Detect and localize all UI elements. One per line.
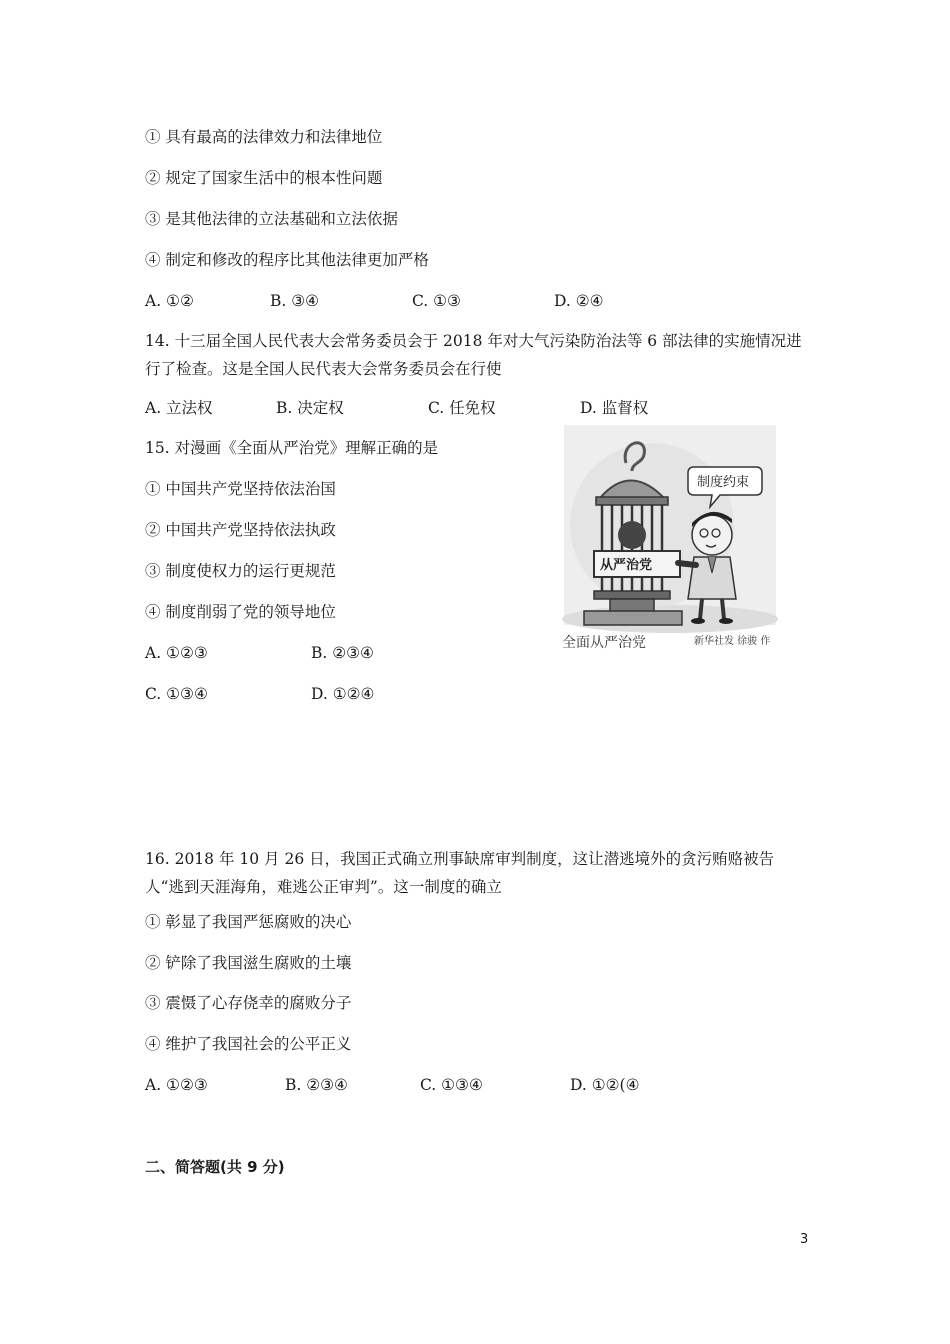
- q15-item-4: ④ 制度削弱了党的领导地位: [145, 603, 336, 621]
- cartoon-image: [560, 423, 780, 655]
- q13-item-1: ① 具有最高的法律效力和法律地位: [145, 128, 383, 146]
- q16-item-1: ① 彰显了我国严惩腐败的决心: [145, 913, 352, 931]
- q14-stem: 14. 十三届全国人民代表大会常务委员会于 2018 年对大气污染防治法等 6 部法律的实施情况进行了检查。这是全国人民代表大会常务委员会在行使: [145, 332, 802, 378]
- q13-option-b: B. ③④: [270, 292, 320, 310]
- page-number: 3: [800, 1232, 809, 1247]
- q14-option-c: C. 任免权: [428, 399, 496, 417]
- q13-item-4: ④ 制定和修改的程序比其他法律更加严格: [145, 251, 429, 269]
- q13-item-2: ② 规定了国家生活中的根本性问题: [145, 169, 383, 187]
- q15-item-1: ① 中国共产党坚持依法治国: [145, 480, 336, 498]
- cartoon-caption-right: 新华社发 徐骏 作: [694, 636, 771, 647]
- cartoon-bubble-text: 制度约束: [697, 475, 750, 490]
- q15-option-c: C. ①③④: [145, 685, 208, 703]
- q15-option-a: A. ①②③: [145, 644, 208, 662]
- cartoon-sign-text: 从严治党: [600, 558, 653, 573]
- q15-item-3: ③ 制度使权力的运行更规范: [145, 562, 336, 580]
- q14-option-b: B. 决定权: [276, 399, 344, 417]
- q13-option-a: A. ①②: [145, 292, 194, 310]
- q16-item-3: ③ 震慑了心存侥幸的腐败分子: [145, 994, 352, 1012]
- q13-option-c: C. ①③: [412, 292, 461, 310]
- q16-option-d: D. ①②(④: [570, 1076, 640, 1094]
- q15-item-2: ② 中国共产党坚持依法执政: [145, 521, 336, 539]
- q16-option-b: B. ②③④: [285, 1076, 348, 1094]
- cartoon-caption-left: 全面从严治党: [562, 635, 646, 651]
- q14-option-d: D. 监督权: [580, 399, 649, 417]
- q16-item-4: ④ 维护了我国社会的公平正义: [145, 1035, 352, 1053]
- q15-option-d: D. ①②④: [311, 685, 375, 703]
- q13-item-3: ③ 是其他法律的立法基础和立法依据: [145, 210, 398, 228]
- q15-option-b: B. ②③④: [311, 644, 374, 662]
- q14-option-a: A. 立法权: [145, 399, 213, 417]
- q16-stem: 16. 2018 年 10 月 26 日，我国正式确立刑事缺席审判制度，这让潜逃境外的贪污贿赂被告人“逃到天涯海角，难逃公正审判”。这一制度的确立: [145, 850, 775, 896]
- section-heading: 二、简答题(共 9 分): [145, 1158, 285, 1176]
- q15-stem: 15. 对漫画《全面从严治党》理解正确的是: [145, 439, 439, 457]
- q16-option-c: C. ①③④: [420, 1076, 483, 1094]
- q16-option-a: A. ①②③: [145, 1076, 208, 1094]
- q13-option-d: D. ②④: [554, 292, 604, 310]
- q16-item-2: ② 铲除了我国滋生腐败的土壤: [145, 954, 352, 972]
